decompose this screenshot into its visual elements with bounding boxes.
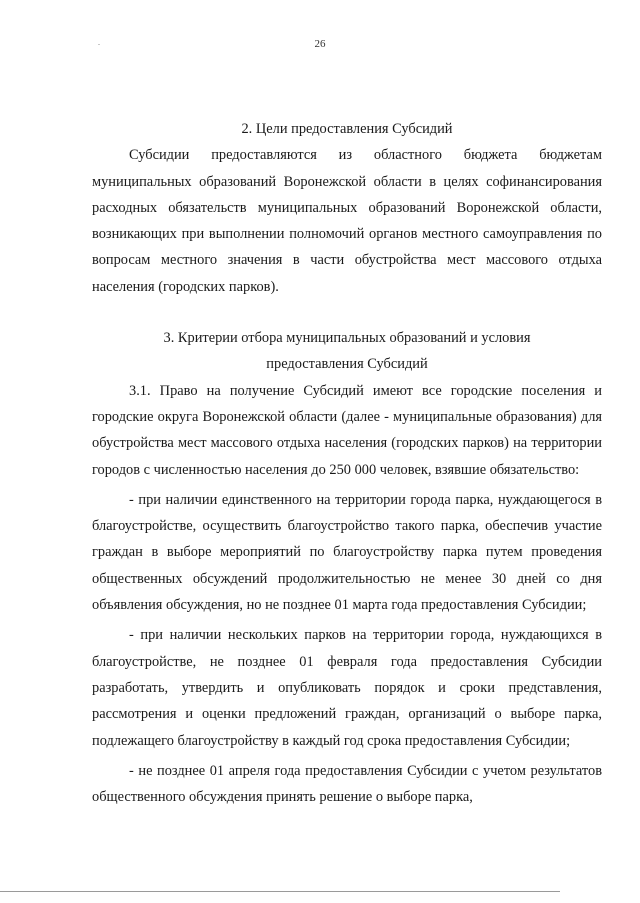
paragraph-3-1: 3.1. Право на получение Субсидий имеют все городские поселения и городские округа Воронежской области (далее - муниципальные образования) для обустройства мест массового отдыха населения (городских парков) на территории городов с численностью населения до 250 000 человек, взявшие обязательство:: [92, 382, 602, 478]
page-bottom-edge: [0, 891, 560, 892]
section-3-title-line-1: 3. Критерии отбора муниципальных образований и условия: [163, 330, 531, 347]
page-number: 26: [314, 38, 326, 50]
list-item-multiple-parks: - при наличии нескольких парков на территории города, нуждающихся в благоустройстве, не позднее 01 февраля года предоставления Субсидии разработать, утвердить и опубликовать порядок и сроки представления, рассмотрения и оценки предложений граждан, организаций о выборе парка, подлежащего благоустройству в каждый год срока предоставления Субсидии;: [92, 627, 602, 749]
document-body: [92, 116, 602, 810]
section-2-title: 2. Цели предоставления Субсидий: [241, 121, 453, 137]
section-3-title-line-2: предоставления Субсидий: [266, 356, 428, 373]
list-item-park-decision: - не позднее 01 апреля года предоставления Субсидии с учетом результатов общественного обсуждения принять решение о выборе парка,: [92, 762, 602, 806]
section-2-paragraph: Субсидии предоставляются из областного бюджета бюджетам муниципальных образований Воронежской области в целях софинансирования расходных обязательств муниципальных образований Воронежской области, возникающих при выполнении полномочий органов местного самоуправления по вопросам местного значения в части обустройства мест массового отдыха населения (городских парков).: [92, 147, 602, 295]
section-spacer: [92, 300, 602, 325]
list-item-single-park: - при наличии единственного на территории города парка, нуждающегося в благоустройстве, осуществить благоустройство такого парка, обеспечив участие граждан в выборе мероприятий по благоустройству парка путем проведения общественных обсуждений продолжительностью не менее 30 дней со дня объявления обсуждения, но не позднее 01 марта года предоставления Субсидии;: [92, 491, 602, 614]
